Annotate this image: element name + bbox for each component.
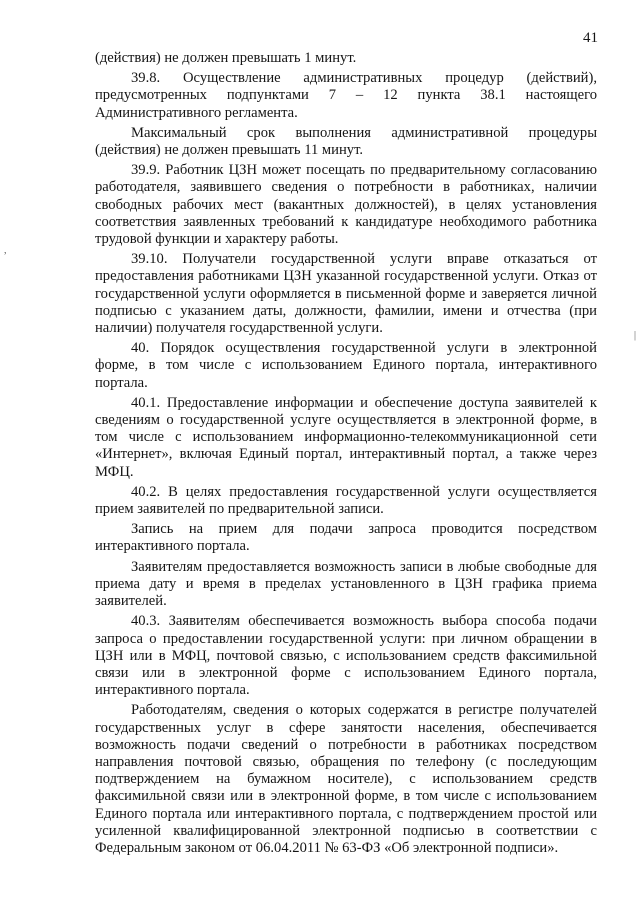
paragraph: 40. Порядок осуществления государственной услуги в электронной форме, в том числе с использованием Единого портала, интерактивного портала. (95, 340, 597, 391)
paragraph: Максимальный срок выполнения административной процедуры (действия) не должен превышать 11 минут. (95, 124, 597, 159)
paragraph: 39.10. Получатели государственной услуги вправе отказаться от предоставления работниками ЦЗН указанной государственной услуги. Отказ от государственной услуги оформляется в письменной форме и заверяется личной подписью с указанием даты, должности, фамилии, имени и отчества (при наличии) получателя государственной услуги. (95, 251, 597, 337)
paragraph: 39.9. Работник ЦЗН может посещать по предварительному согласованию работодателя, заявившего сведения о потребности в работниках, наличии свободных рабочих мест (вакантных должностей), в целях установления соответствия заявленных требований к кандидатуре необходимого работника трудовой функции и характеру работы. (95, 162, 597, 248)
document-body (95, 50, 597, 857)
paragraph: Запись на прием для подачи запроса проводится посредством интерактивного портала. (95, 521, 597, 555)
paragraph: 40.1. Предоставление информации и обеспечение доступа заявителей к сведениям о государственной услуге осуществляется в электронной форме, в том числе с использованием информационно-телекоммуникационной сети «Интернет», включая Единый портал, интерактивный портал, а также через МФЦ. (95, 394, 597, 480)
paragraph: (действия) не должен превышать 1 минут. (95, 50, 357, 66)
scan-mark-left: , (4, 245, 7, 256)
scan-mark-right: | (633, 330, 636, 341)
paragraph: 40.2. В целях предоставления государственной услуги осуществляется прием заявителей по предварительной записи. (95, 483, 597, 518)
paragraph: 40.3. Заявителям обеспечивается возможность выбора способа подачи запроса о предоставлении государственной услуги: при личном обращении в ЦЗН или в МФЦ, почтовой связью, с использованием средств факсимильной связи или в электронной форме с использованием Единого портала, интерактивного портала. (95, 613, 597, 699)
page-number: 41 (583, 30, 598, 46)
paragraph: Заявителям предоставляется возможность записи в любые свободные для приема дату и время в пределах установленного в ЦЗН графика приема заявителей. (95, 558, 597, 610)
paragraph: 39.8. Осуществление административных процедур (действий), предусмотренных подпунктами 7 – 12 пункта 38.1 настоящего Административного регламента. (95, 70, 597, 121)
paragraph: Работодателям, сведения о которых содержатся в регистре получателей государственных услуг в сфере занятости населения, обеспечивается возможность подачи сведений о потребности в работниках посредством направления почтовой связью, обращения по телефону (с последующим подтверждением на бумажном носителе), с использованием средств факсимильной связи или в электронной форме, в том числе с использованием Единого портала или интерактивного портала, с подтверждением простой или усиленной квалифицированной электронной подписью в соответствии с Федеральным законом от 06.04.2011 № 63-ФЗ «Об электронной подписи». (95, 702, 597, 856)
